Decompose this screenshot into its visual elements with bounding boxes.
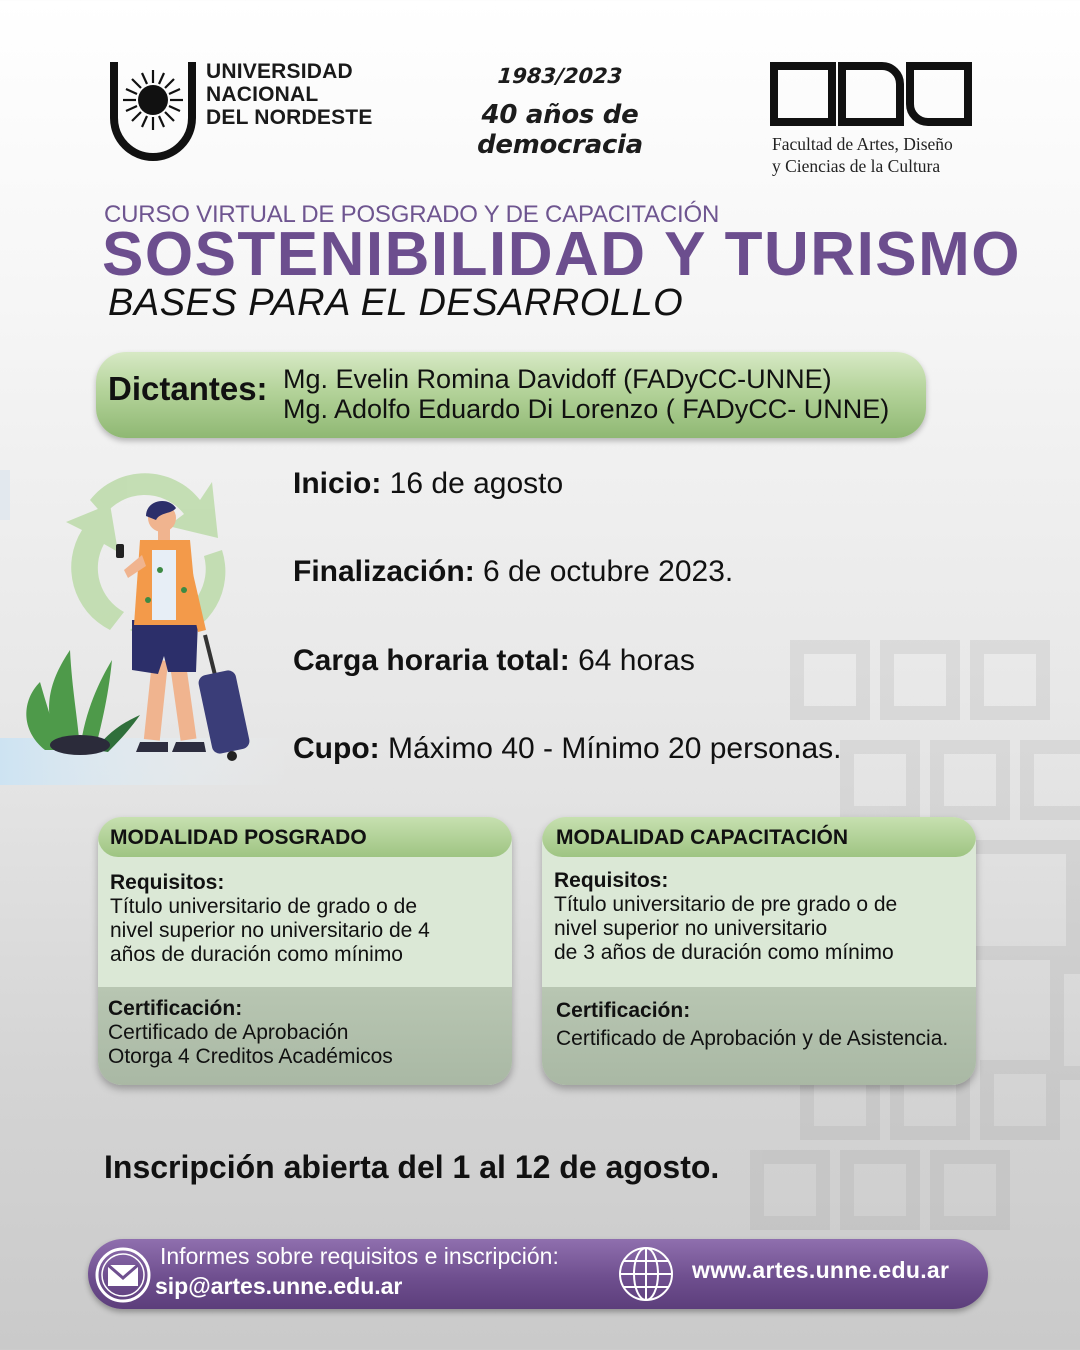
footer-url-link[interactable]: www.artes.unne.edu.ar — [692, 1257, 950, 1283]
requisitos-section — [542, 857, 976, 987]
university-line-2: NACIONAL — [206, 83, 319, 106]
requisitos-line: Título universitario de grado o de — [110, 895, 418, 918]
university-line-3: DEL NORDESTE — [206, 106, 373, 129]
requisitos-line: de 3 años de duración como mínimo — [554, 941, 894, 964]
requisitos-section — [98, 857, 512, 987]
certificacion-label: Certificación: — [556, 999, 691, 1022]
unne-logo-icon — [108, 60, 198, 164]
globe-icon[interactable] — [616, 1244, 676, 1304]
footer-email-link[interactable]: sip@artes.unne.edu.ar — [155, 1273, 403, 1299]
cupo-value: Máximo 40 - Mínimo 20 personas. — [379, 732, 842, 765]
certificacion-section — [542, 987, 976, 1085]
requisitos-line: años de duración como mínimo — [110, 943, 403, 966]
modalidad-posgrado-card — [98, 817, 512, 1085]
requisitos-line: nivel superior no universitario de 4 — [110, 919, 430, 942]
university-line-1: UNIVERSIDAD — [206, 60, 353, 83]
dictante-name: Mg. Evelin Romina Davidoff (FADyCC-UNNE) — [283, 364, 832, 394]
footer-info-text: Informes sobre requisitos e inscripción: — [160, 1243, 559, 1269]
finalizacion-label: Finalización: — [293, 555, 475, 588]
certificacion-line: Otorga 4 Creditos Académicos — [108, 1045, 393, 1068]
faculty-line-2: y Ciencias de la Cultura — [772, 156, 941, 176]
course-title: SOSTENIBILIDAD Y TURISMO — [102, 220, 1022, 289]
inscripcion-text: Inscripción abierta del 1 al 12 de agosto. — [104, 1149, 720, 1185]
mail-icon[interactable] — [94, 1246, 152, 1304]
inicio-label: Inicio: — [293, 467, 382, 500]
inicio-line — [293, 467, 563, 501]
cupo-label: Cupo: — [293, 732, 380, 765]
requisitos-line: Título universitario de pre grado o de — [554, 893, 898, 916]
finalizacion-line — [293, 555, 733, 589]
certificacion-section — [98, 987, 512, 1085]
certificacion-line: Certificado de Aprobación — [108, 1021, 349, 1044]
certificacion-line: Certificado de Aprobación y de Asistencia. — [556, 1027, 949, 1050]
dictante-name: Mg. Adolfo Eduardo Di Lorenzo ( FADyCC- UNNE) — [283, 394, 890, 424]
dictantes-label: Dictantes: — [108, 370, 268, 407]
requisitos-line: nivel superior no universitario — [554, 917, 828, 940]
card-title: MODALIDAD CAPACITACIÓN — [542, 817, 976, 857]
course-subtitle: BASES PARA EL DESARROLLO — [108, 282, 684, 324]
carga-horaria-label: Carga horaria total: — [293, 644, 570, 677]
course-type: CURSO VIRTUAL DE POSGRADO Y DE CAPACITACIÓN — [104, 201, 720, 228]
university-name — [206, 60, 373, 129]
carga-horaria-value: 64 horas — [569, 644, 695, 677]
faculty-name — [772, 133, 953, 177]
add-logo-icon — [770, 62, 972, 126]
card-title: MODALIDAD POSGRADO — [98, 817, 512, 857]
faculty-line-1: Facultad de Artes, Diseño — [772, 134, 953, 154]
democracy-years: 1983/2023 — [496, 64, 624, 88]
finalizacion-value: 6 de octubre 2023. — [474, 555, 734, 588]
certificacion-label: Certificación: — [108, 997, 243, 1020]
cupo-line — [293, 732, 842, 766]
requisitos-label: Requisitos: — [110, 871, 225, 894]
modalidad-capacitacion-card — [542, 817, 976, 1085]
traveler-illustration — [0, 460, 290, 785]
carga-horaria-line — [293, 644, 695, 678]
democracy-text: 40 años de democracia — [477, 100, 643, 160]
requisitos-label: Requisitos: — [554, 869, 669, 892]
inicio-value: 16 de agosto — [381, 467, 564, 500]
